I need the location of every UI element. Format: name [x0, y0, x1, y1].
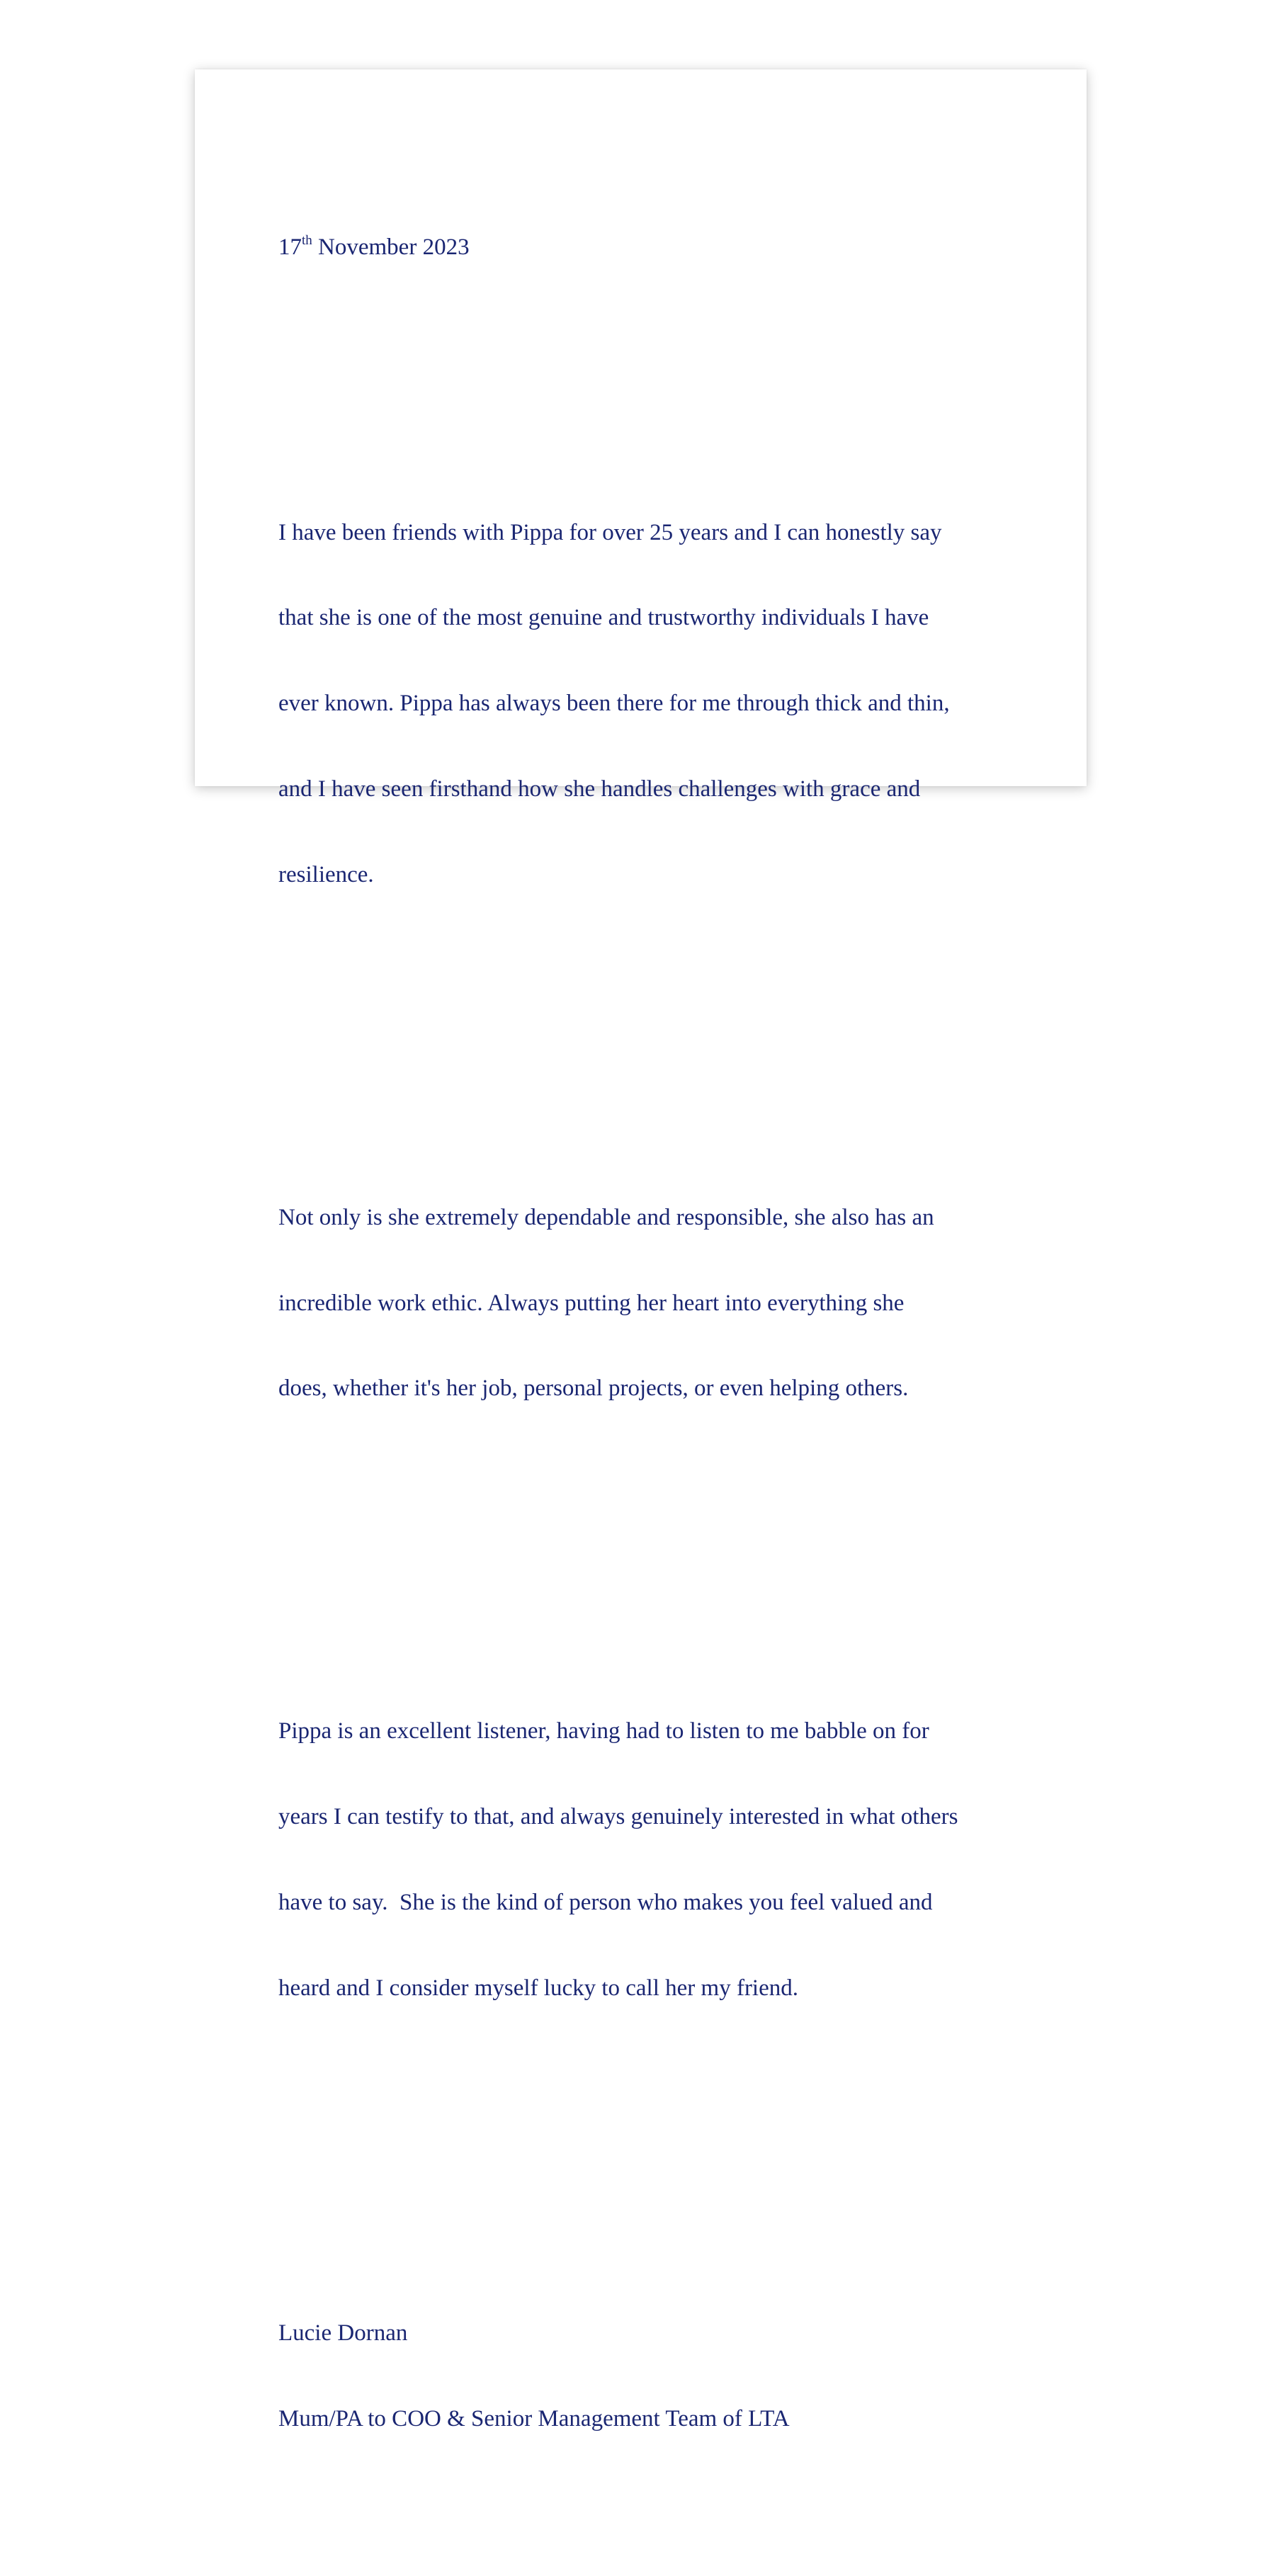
paragraph-line: have to say. She is the kind of person who makes you feel valued and [278, 1889, 933, 1915]
letter-body [278, 147, 1029, 2576]
paragraph-line: Pippa is an excellent listener, having had to listen to me babble on for [278, 1718, 929, 1744]
paragraph-line: Not only is she extremely dependable and responsible, she also has an [278, 1204, 934, 1230]
paragraph-line: that she is one of the most genuine and trustworthy individuals I have [278, 605, 929, 631]
spacer [278, 1032, 1029, 1060]
date-suffix: th [302, 232, 312, 248]
paragraph-line: incredible work ethic. Always putting her heart into everything she [278, 1290, 905, 1316]
letter-date [278, 233, 1029, 261]
paragraph-3 [278, 1659, 1029, 2059]
paragraph-line: and I have seen firsthand how she handles challenges with grace and [278, 776, 921, 802]
paragraph-line: years I can testify to that, and always genuinely interested in what others [278, 1803, 958, 1829]
paragraph-1 [278, 461, 1029, 946]
paragraph-line: heard and I consider myself lucky to call her my friend. [278, 1975, 798, 2001]
date-month-year: November 2023 [312, 234, 470, 260]
paragraph-line: resilience. [278, 862, 374, 888]
signature-block [278, 2262, 1029, 2490]
paragraph-line: I have been friends with Pippa for over 25 years and I can honestly say [278, 519, 942, 545]
signature-title: Mum/PA to COO & Senior Management Team of LTA [278, 2405, 790, 2432]
spacer [278, 347, 1029, 375]
spacer [278, 2145, 1029, 2176]
paragraph-2 [278, 1146, 1029, 1460]
paragraph-line: ever known. Pippa has always been there for me through thick and thin, [278, 691, 950, 717]
letter-card [195, 69, 1087, 2432]
paragraph-line: does, whether it's her job, personal projects, or even helping others. [278, 1375, 909, 1402]
signature-name: Lucie Dornan [278, 2320, 408, 2346]
spacer [278, 1545, 1029, 1574]
date-day: 17 [278, 234, 302, 260]
